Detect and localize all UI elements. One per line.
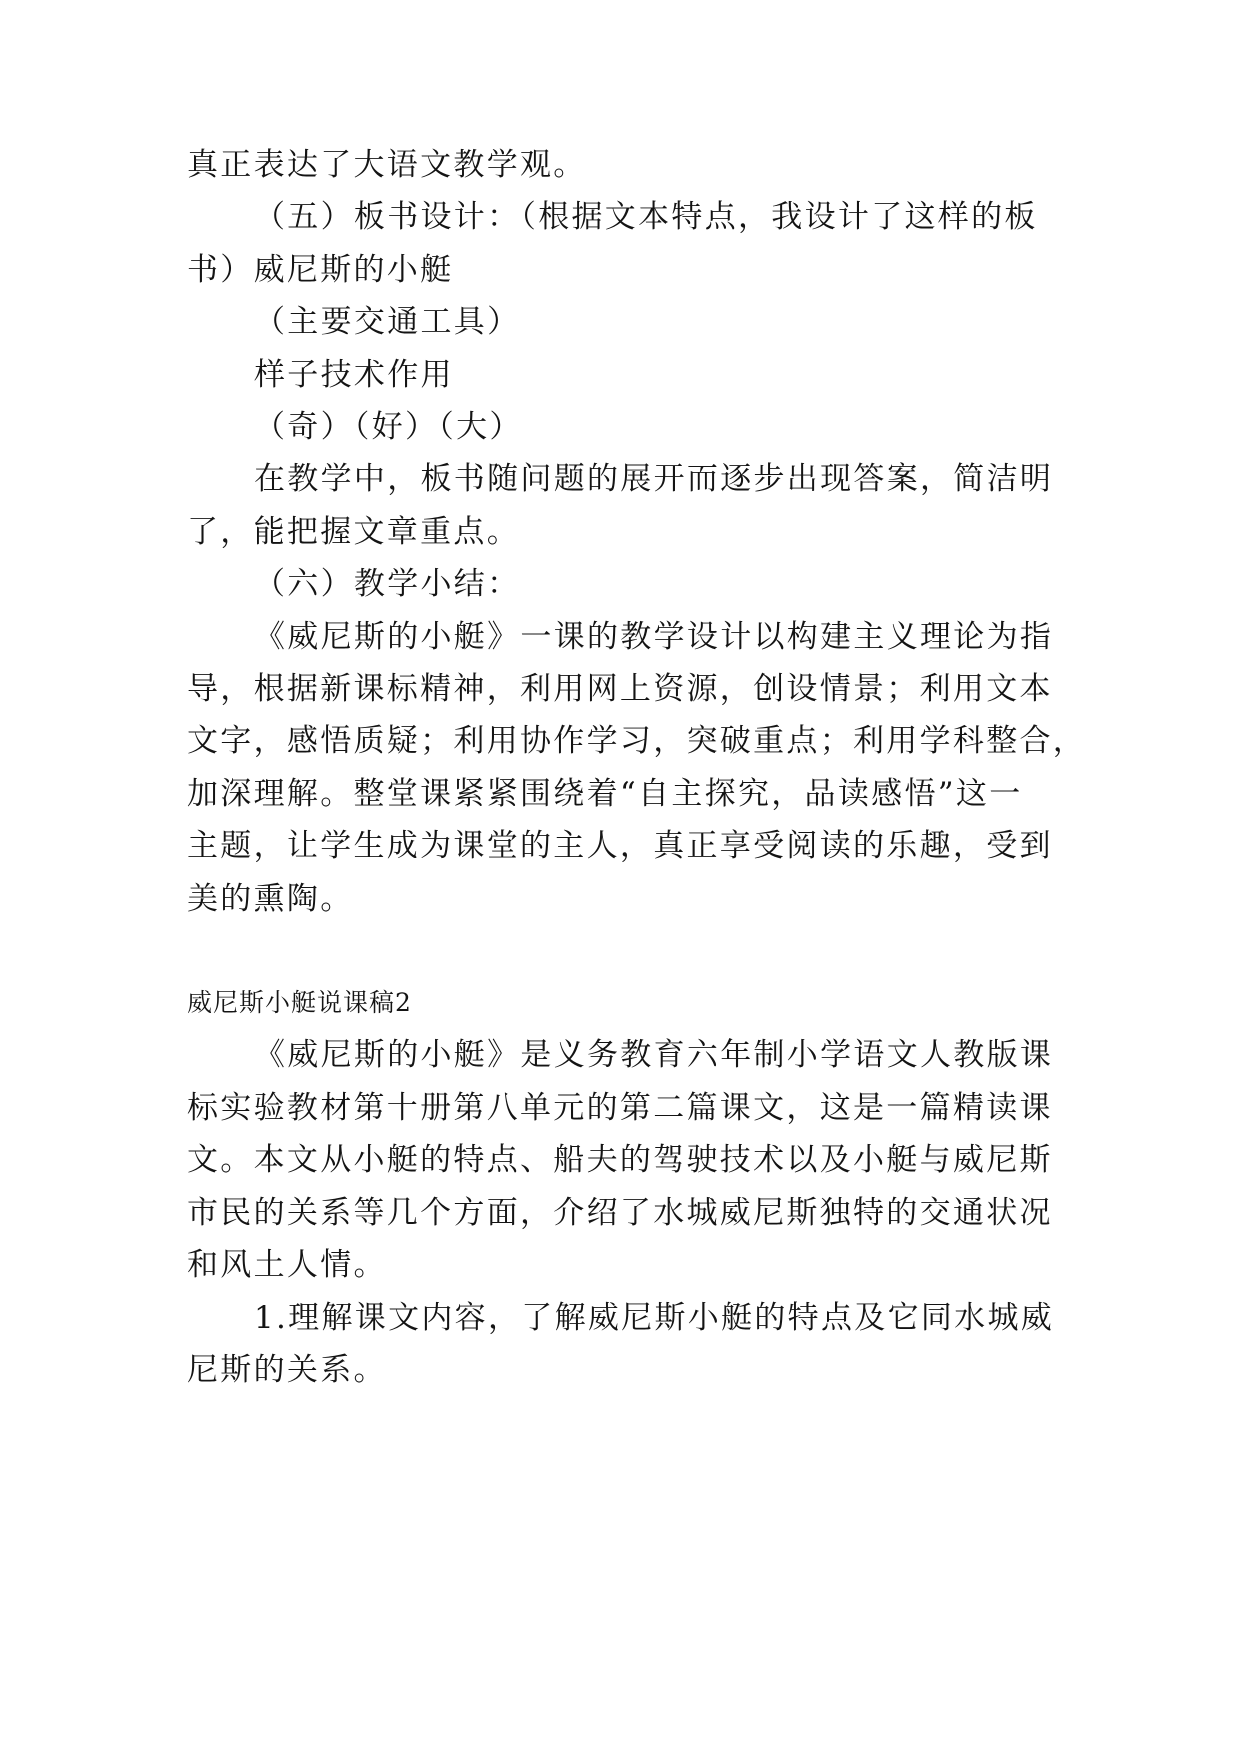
intro-paragraph-line: 文。本文从小艇的特点、船夫的驾驶技术以及小艇与威尼斯 xyxy=(187,1142,1053,1178)
teaching-view-line: 真正表达了大语文教学观。 xyxy=(187,147,587,183)
summary-paragraph-line: 导，根据新课标精神，利用网上资源，创设情景；利用文本 xyxy=(187,671,1053,707)
intro-paragraph-line: 市民的关系等几个方面，介绍了水城威尼斯独特的交通状况 xyxy=(187,1195,1053,1231)
summary-paragraph-line: 美的熏陶。 xyxy=(187,881,354,917)
summary-paragraph-line: 加深理解。整堂课紧紧围绕着“自主探究，品读感悟”这一 xyxy=(187,776,1023,812)
intro-paragraph-line: 标实验教材第十册第八单元的第二篇课文，这是一篇精读课 xyxy=(187,1090,1053,1126)
summary-heading: （六）教学小结： xyxy=(254,566,521,602)
intro-paragraph-line: 《威尼斯的小艇》是义务教育六年制小学语文人教版课 xyxy=(254,1037,1054,1073)
objective-item-line: 1.理解课文内容，了解威尼斯小艇的特点及它同水城威 xyxy=(254,1300,1055,1336)
summary-paragraph-line: 《威尼斯的小艇》一课的教学设计以构建主义理论为指 xyxy=(254,619,1054,655)
intro-paragraph-line: 和风土人情。 xyxy=(187,1247,387,1283)
summary-paragraph-line: 文字，感悟质疑；利用协作学习，突破重点；利用学科整合， xyxy=(187,723,1087,759)
board-design-heading-line: （五）板书设计：（根据文本特点，我设计了这样的板 xyxy=(254,199,1038,235)
board-design-aspects: 样子技术作用 xyxy=(254,357,454,393)
board-note-line: 了，能把握文章重点。 xyxy=(187,514,520,550)
summary-paragraph-line: 主题，让学生成为课堂的主人，真正享受阅读的乐趣，受到 xyxy=(187,828,1053,864)
board-design-title-line: 书）威尼斯的小艇 xyxy=(187,252,454,288)
section-title: 威尼斯小艇说课稿2 xyxy=(187,988,412,1017)
board-design-keywords: （奇）（好）（大） xyxy=(254,409,523,445)
board-design-subtitle: （主要交通工具） xyxy=(254,304,521,340)
board-note-line: 在教学中，板书随问题的展开而逐步出现答案，简洁明 xyxy=(254,461,1054,497)
objective-item-line: 尼斯的关系。 xyxy=(187,1352,387,1388)
